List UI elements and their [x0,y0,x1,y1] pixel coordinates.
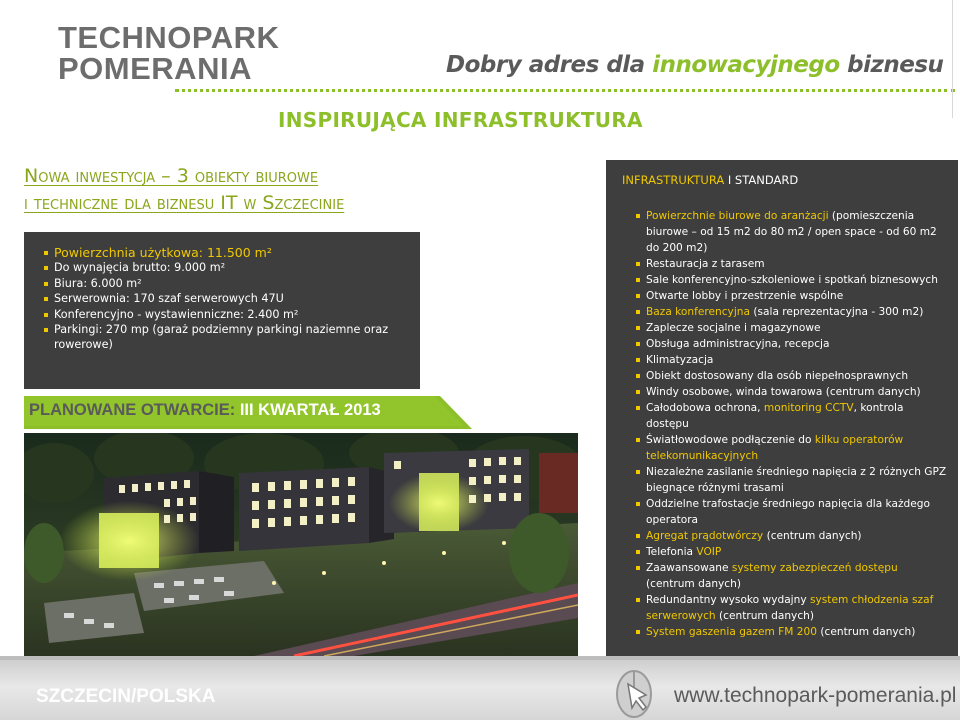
infrastructure-item-text: Sale konferencyjno-szkoleniowe i spotkań biznesowych [646,274,938,286]
opening-banner [24,396,472,429]
infrastructure-item-text: Oddzielne trafostacje średniego napięcia dla każdego operatora [646,498,931,526]
infrastructure-item [646,464,948,496]
stats-item [54,276,412,291]
page-heading [24,163,344,217]
infrastructure-item-highlight: kilku operatorów telekomunikacyjnych [646,434,904,462]
logo-line2: POMERANIA [58,51,252,86]
section-title: INSPIRUJĄCA INFRASTRUKTURA [278,108,643,132]
infrastructure-item [646,256,948,272]
infrastructure-item-highlight: Powierzchnie biurowe do aranżacji [646,210,829,222]
infrastructure-item-text: Obiekt dostosowany dla osób niepełnosprawnych [646,370,909,382]
infrastructure-list [606,160,958,640]
infrastructure-item [646,432,948,464]
bullet-square-icon [44,251,48,255]
infrastructure-item [646,272,948,288]
bullet-square-icon [636,598,640,602]
stats-item [54,307,412,322]
stats-item-text: Do wynajęcia brutto: 9.000 m² [54,261,226,275]
infrastructure-item-highlight: VOIP [696,546,722,558]
infrastructure-item-text: Restauracja z tarasem [646,258,765,270]
infrastructure-title-part2: I STANDARD [724,173,799,187]
stats-item [54,322,412,353]
bullet-square-icon [44,328,48,332]
bullet-square-icon [636,470,640,474]
bullet-square-icon [636,310,640,314]
stats-list [24,232,420,353]
infrastructure-item-text: , kontrola dostępu [646,402,904,430]
building-render-image [24,433,578,656]
infrastructure-item-prefix: Telefonia [646,546,697,558]
banner-label: PLANOWANE OTWARCIE: [29,401,236,419]
banner-text [29,401,381,420]
stats-item [54,291,412,306]
infrastructure-item [646,352,948,368]
infrastructure-item-text: (centrum danych) [763,530,862,542]
infrastructure-item-prefix: Całodobowa ochrona, [646,402,764,414]
bullet-square-icon [636,214,640,218]
heading-line1: Nowa inwestycja – 3 obiekty biurowe [24,165,319,187]
infrastructure-item-highlight: Agregat prądotwórczy [646,530,764,542]
stats-item-text: Serwerownia: 170 szaf serwerowych 47U [54,292,284,306]
infrastructure-item-prefix: Światłowodowe podłączenie do [646,434,815,446]
infrastructure-item-highlight: monitoring CCTV [763,402,854,414]
infrastructure-item [646,544,948,560]
bullet-square-icon [636,502,640,506]
bullet-square-icon [636,262,640,266]
header-right-rule [952,0,953,118]
infrastructure-item-text: (pomieszczenia biurowe – od 15 m2 do 80 m2 / open space - od 60 m2 do 200 m2) [646,210,937,254]
infrastructure-item-text: (centrum danych) [646,578,741,590]
stats-item [54,245,412,260]
bullet-square-icon [636,406,640,410]
infrastructure-item [646,320,948,336]
bullet-square-icon [44,282,48,286]
infrastructure-title-part1: INFRASTRUKTURA [622,173,725,187]
infrastructure-item [646,528,948,544]
infrastructure-item [646,336,948,352]
infrastructure-item-highlight: system chłodzenia szaf serwerowych [646,594,934,622]
infrastructure-title [622,173,798,187]
mouse-click-icon [608,668,660,720]
bullet-square-icon [636,566,640,570]
bullet-square-icon [636,630,640,634]
infrastructure-item-text: Niezależne zasilanie średniego napięcia z 2 różnych GPZ biegnące różnymi trasami [646,466,947,494]
bullet-square-icon [636,534,640,538]
infrastructure-item [646,368,948,384]
stats-item [54,260,412,275]
infrastructure-item-text: Obsługa administracyjna, recepcja [646,338,830,350]
tagline [446,52,943,78]
bullet-square-icon [44,313,48,317]
bullet-square-icon [636,278,640,282]
infrastructure-item [646,496,948,528]
infrastructure-item-text: (centrum danych) [817,626,916,638]
bullet-square-icon [636,326,640,330]
infrastructure-item [646,592,948,624]
tagline-part2: innowacyjnego [652,52,840,78]
tagline-part3: biznesu [839,52,944,78]
stats-item-text: Parkingi: 270 mp (garaż podziemny parkingi naziemne oraz rowerowe) [54,323,389,352]
infrastructure-item-text: Zaplecze socjalne i magazynowe [646,322,821,334]
bullet-square-icon [636,438,640,442]
footer-url[interactable]: www.technopark-pomerania.pl [674,684,957,707]
bullet-square-icon [636,358,640,362]
infrastructure-item [646,624,948,640]
bullet-square-icon [636,390,640,394]
logo-line1: TECHNOPARK [58,20,280,55]
bullet-square-icon [636,374,640,378]
stats-item-text: Biura: 6.000 m² [54,276,142,290]
bullet-square-icon [636,550,640,554]
infrastructure-item [646,560,948,592]
infrastructure-item-text: Otwarte lobby i przestrzenie wspólne [646,290,844,302]
infrastructure-panel [606,160,958,658]
infrastructure-item [646,208,948,256]
logo [58,22,279,84]
stats-item-text: Konferencyjno - wystawienniczne: 2.400 m² [54,307,299,321]
infrastructure-item-text: Klimatyzacja [646,354,714,366]
heading-line2: i techniczne dla biznesu IT w Szczecinie [24,192,345,214]
banner-value: III KWARTAŁ 2013 [235,401,381,419]
infrastructure-item [646,304,948,320]
infrastructure-item-text: Windy osobowe, winda towarowa (centrum danych) [646,386,921,398]
infrastructure-item-highlight: Baza konferencyjna [646,306,750,318]
bullet-square-icon [636,294,640,298]
dotted-divider [175,89,955,92]
infrastructure-item-highlight: System gaszenia gazem FM 200 [646,626,818,638]
infrastructure-item [646,400,948,432]
bullet-square-icon [636,342,640,346]
infrastructure-item-text: (centrum danych) [715,610,814,622]
infrastructure-item-text: (sala reprezentacyjna - 300 m2) [749,306,924,318]
tagline-part1: Dobry adres dla [446,52,653,78]
stats-item-text: Powierzchnia użytkowa: 11.500 m² [54,245,272,260]
bullet-square-icon [44,297,48,301]
infrastructure-item-prefix: Redundantny wysoko wydajny [646,594,810,606]
footer [0,660,960,720]
infrastructure-item [646,288,948,304]
infrastructure-item-prefix: Zaawansowane [646,562,732,574]
bullet-square-icon [44,266,48,270]
infrastructure-item-highlight: systemy zabezpieczeń dostępu [731,562,898,574]
stats-panel [24,232,420,389]
footer-city: SZCZECIN/POLSKA [36,686,216,707]
infrastructure-item [646,384,948,400]
